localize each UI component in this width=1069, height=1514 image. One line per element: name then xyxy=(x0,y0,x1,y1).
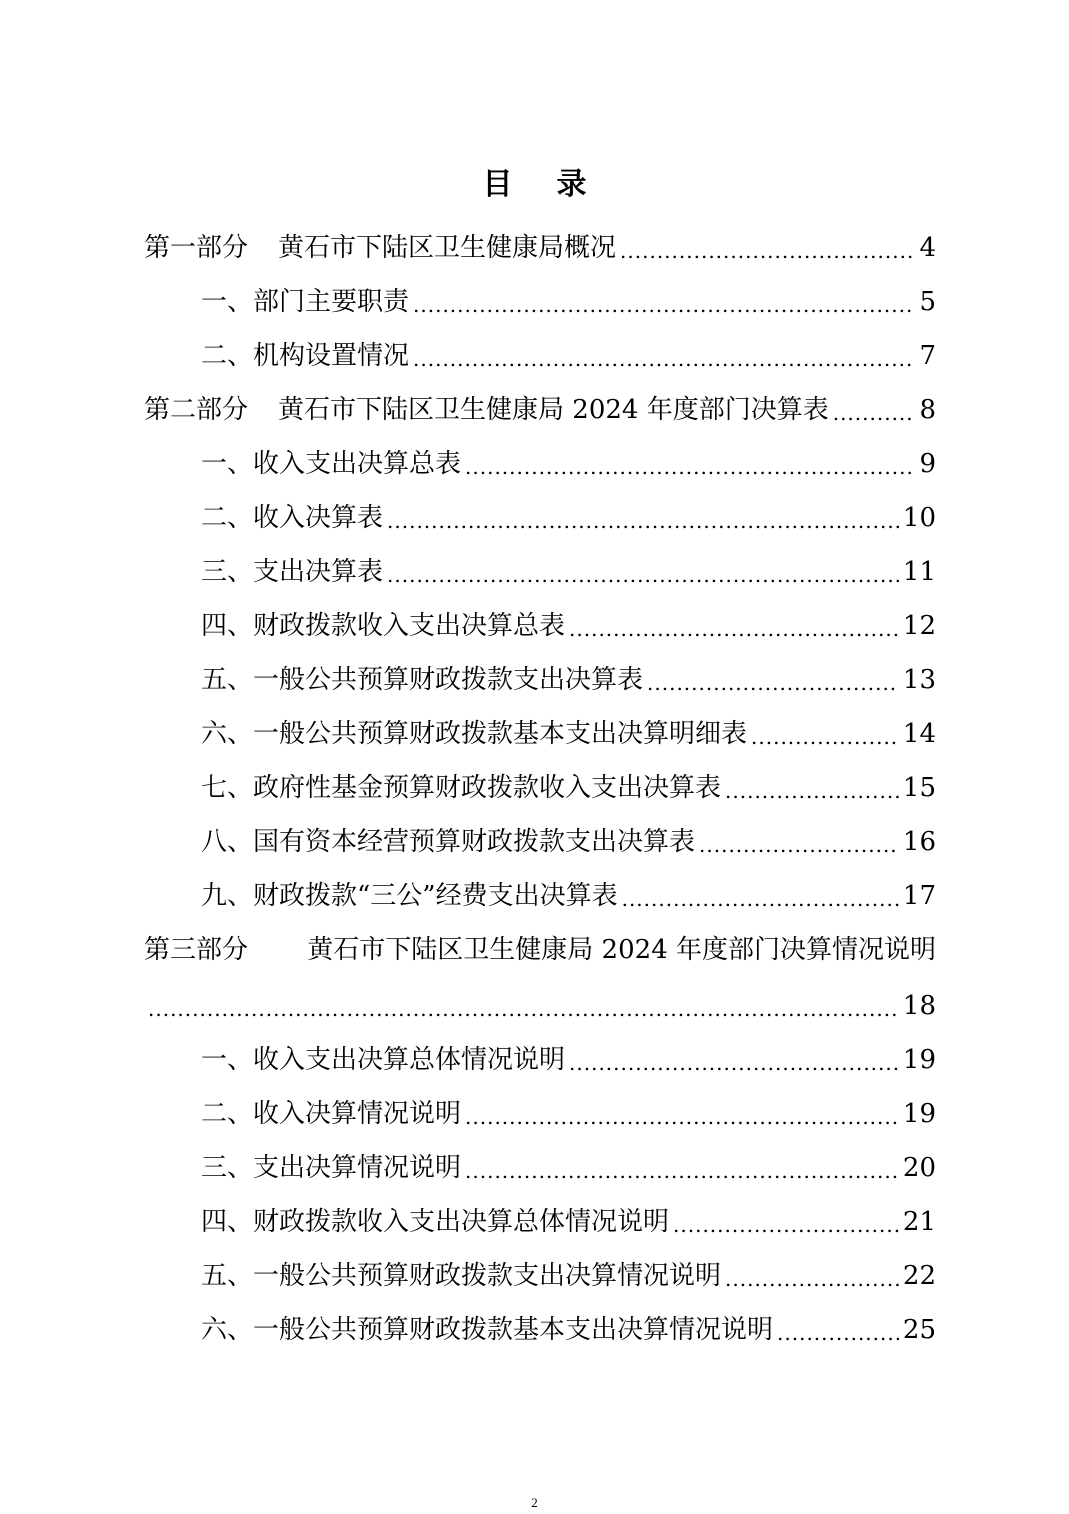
toc-entry-text: 六、一般公共预算财政拨款基本支出决算情况说明 xyxy=(201,1315,774,1345)
toc-entry-text: 一、收入支出决算总体情况说明 xyxy=(201,1045,566,1075)
toc-entry-page: 22 xyxy=(902,1261,936,1291)
toc-entry-text: 二、收入决算情况说明 xyxy=(201,1099,462,1129)
page-number: 2 xyxy=(531,1495,538,1510)
dot-leader xyxy=(413,346,915,372)
toc-entry-page: 15 xyxy=(902,773,936,803)
toc-entry-text: 黄石市下陆区卫生健康局 2024 年度部门决算情况说明 xyxy=(307,935,936,965)
toc-entry[interactable] xyxy=(201,652,936,696)
dot-leader xyxy=(413,292,915,318)
toc-entry[interactable] xyxy=(201,1194,936,1238)
toc-entry-page: 17 xyxy=(902,881,936,911)
dot-leader xyxy=(465,454,915,480)
toc-title xyxy=(0,162,1069,208)
dot-leader xyxy=(569,1050,899,1076)
toc-entry[interactable] xyxy=(201,598,936,642)
toc-entry-page: 14 xyxy=(902,719,936,749)
toc-entry-text: 三、支出决算表 xyxy=(201,557,384,587)
toc-entry-part2[interactable] xyxy=(144,382,936,426)
toc-entry-page: 5 xyxy=(919,287,936,317)
toc-entry[interactable] xyxy=(201,1248,936,1292)
toc-entry-text: 第一部分 黄石市下陆区卫生健康局概况 xyxy=(144,233,617,263)
dot-leader xyxy=(465,1104,899,1130)
dot-leader xyxy=(620,238,915,264)
toc-entry[interactable] xyxy=(201,814,936,858)
toc-entry[interactable] xyxy=(201,1140,936,1184)
toc-entry-text: 八、国有资本经营预算财政拨款支出决算表 xyxy=(201,827,696,857)
toc-entry[interactable] xyxy=(201,706,936,750)
toc-entry[interactable] xyxy=(201,490,936,534)
toc-entry-page: 21 xyxy=(902,1207,936,1237)
dot-leader xyxy=(673,1212,899,1238)
toc-entry-text: 四、财政拨款收入支出决算总体情况说明 xyxy=(201,1207,670,1237)
dot-leader xyxy=(725,778,899,804)
toc-entry-page: 12 xyxy=(902,611,936,641)
dot-leader xyxy=(751,724,899,750)
dot-leader xyxy=(622,886,899,912)
dot-leader xyxy=(725,1266,899,1292)
toc-entry[interactable] xyxy=(201,274,936,318)
toc-entry-page: 16 xyxy=(902,827,936,857)
dot-leader xyxy=(699,832,899,858)
toc-entry-text: 七、政府性基金预算财政拨款收入支出决算表 xyxy=(201,773,722,803)
toc-title-right: 录 xyxy=(556,167,587,202)
toc-entry-text: 五、一般公共预算财政拨款支出决算表 xyxy=(201,665,644,695)
dot-leader xyxy=(387,508,899,534)
toc-entry-part1[interactable] xyxy=(144,220,936,264)
toc-entry-page: 25 xyxy=(902,1315,936,1345)
toc-entry-text: 一、部门主要职责 xyxy=(201,287,410,317)
toc-entry-text: 九、财政拨款“三公”经费支出决算表 xyxy=(201,881,618,911)
toc-entry-page: 4 xyxy=(919,233,936,263)
dot-leader xyxy=(647,670,899,696)
toc-entry-text: 四、财政拨款收入支出决算总表 xyxy=(201,611,566,641)
toc-entry[interactable] xyxy=(201,1032,936,1076)
toc-entry[interactable] xyxy=(201,328,936,372)
toc-entry[interactable] xyxy=(201,868,936,912)
toc-entry-page: 8 xyxy=(919,395,936,425)
toc-entry[interactable] xyxy=(201,544,936,588)
toc-entry-page: 20 xyxy=(902,1153,936,1183)
toc-entry-page: 7 xyxy=(919,341,936,371)
toc-entry-text: 二、机构设置情况 xyxy=(201,341,410,371)
toc-entry-text: 五、一般公共预算财政拨款支出决算情况说明 xyxy=(201,1261,722,1291)
dot-leader xyxy=(148,996,897,1022)
toc-entry-page: 11 xyxy=(902,557,936,587)
toc-entry-text: 一、收入支出决算总表 xyxy=(201,449,462,479)
toc-entry-page: 10 xyxy=(902,503,936,533)
toc-entry-label: 第三部分 xyxy=(144,935,249,965)
toc-entry[interactable] xyxy=(201,760,936,804)
dot-leader xyxy=(465,1158,899,1184)
dot-leader xyxy=(833,400,916,426)
toc-entry-text: 第二部分 黄石市下陆区卫生健康局 2024 年度部门决算表 xyxy=(144,395,829,425)
toc-entry-page: 19 xyxy=(902,1099,936,1129)
toc-entry-text: 二、收入决算表 xyxy=(201,503,384,533)
toc-entry-page: 13 xyxy=(902,665,936,695)
dot-leader xyxy=(777,1320,899,1346)
toc-entry[interactable] xyxy=(201,436,936,480)
toc-entry-text: 三、支出决算情况说明 xyxy=(201,1153,462,1183)
toc-entry-part3-continuation[interactable] xyxy=(148,978,936,1022)
dot-leader xyxy=(569,616,899,642)
toc-entry[interactable] xyxy=(201,1086,936,1130)
toc-entry-part3[interactable] xyxy=(144,922,936,966)
toc-title-left: 目 xyxy=(482,167,513,202)
toc-entry-page: 18 xyxy=(902,991,936,1021)
toc-entry-page: 9 xyxy=(919,449,936,479)
toc-entry[interactable] xyxy=(201,1302,936,1346)
toc-entry-page: 19 xyxy=(902,1045,936,1075)
dot-leader xyxy=(387,562,899,588)
toc-entry-text: 六、一般公共预算财政拨款基本支出决算明细表 xyxy=(201,719,748,749)
